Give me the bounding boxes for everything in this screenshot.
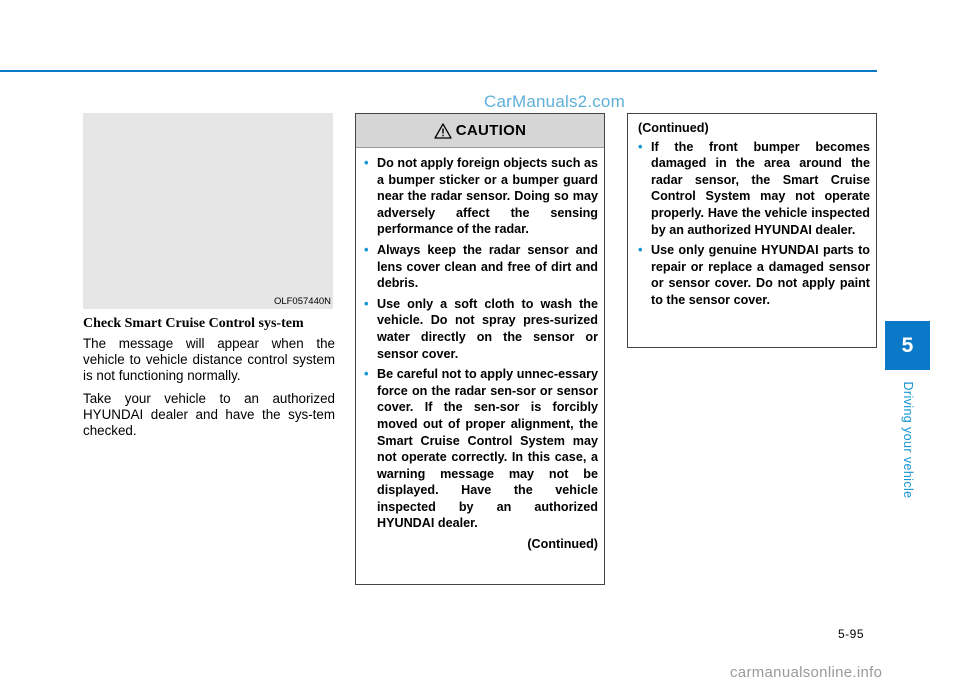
list-item — [364, 366, 598, 532]
paragraph: The message will appear when the vehicle to vehicle distance control system is not functioning normally. — [83, 336, 335, 384]
bullet-icon: • — [364, 295, 369, 311]
list-item-text: Use only a soft cloth to wash the vehicle. Do not spray pres-surized water directly on the sensor or sensor cover. — [377, 296, 598, 361]
left-column — [83, 316, 335, 445]
watermark-bottom: carmanualsonline.info — [730, 664, 883, 681]
continuation-title: (Continued) — [638, 121, 709, 135]
bullet-icon: • — [364, 366, 369, 382]
bullet-icon: • — [364, 241, 369, 257]
continuation-box — [627, 113, 877, 348]
figure-image — [83, 113, 333, 309]
warning-triangle-icon — [434, 123, 452, 139]
caution-header — [356, 114, 604, 148]
list-item — [364, 242, 598, 292]
paragraph: Take your vehicle to an authorized HYUNDAI dealer and have the sys-tem checked. — [83, 390, 335, 439]
continuation-list — [638, 139, 870, 309]
caution-list — [364, 155, 598, 532]
caution-box — [355, 113, 605, 585]
chapter-number-tab — [885, 321, 930, 370]
chapter-title: Driving your vehicle — [901, 381, 915, 499]
list-item — [638, 242, 870, 308]
list-item — [364, 155, 598, 238]
caution-label: CAUTION — [455, 122, 527, 139]
chapter-number: 5 — [901, 333, 914, 357]
page-number: 5-95 — [838, 627, 865, 641]
bullet-icon: • — [638, 138, 643, 154]
bullet-icon: • — [638, 242, 643, 258]
header-rule — [0, 70, 877, 72]
list-item-text: If the front bumper becomes damaged in the area around the radar sensor, the Smart Cruise Control System may not operate properly. Have the vehicle inspected by an authorized HYUNDAI dealer. — [651, 139, 870, 237]
watermark-top: CarManuals2.com — [484, 92, 625, 111]
bullet-icon: • — [364, 155, 369, 170]
list-item — [638, 139, 870, 239]
list-item — [364, 296, 598, 362]
list-item-text: Be careful not to apply unnec-essary force on the radar sen-sor or sensor cover. If the sen-sor is forcibly moved out of proper alignment, the Smart Cruise Control System may not operate correctly. In this case, a warning message may not be displayed. Have the vehicle inspected by an authorized HYUNDAI dealer. — [377, 367, 598, 531]
section-title: Check Smart Cruise Control sys-tem — [83, 316, 304, 331]
list-item-text: Use only genuine HYUNDAI parts to repair or replace a damaged sensor or sensor cover. Do not apply paint to the sensor cover. — [651, 243, 870, 307]
list-item-text: Do not apply foreign objects such as a bumper sticker or a bumper guard near the radar sensor. Doing so may adversely affect the sensing performance of the radar. — [377, 156, 598, 237]
figure-code: OLF057440N — [273, 296, 331, 307]
list-item-text: Always keep the radar sensor and lens cover clean and free of dirt and debris. — [377, 242, 598, 291]
caution-body — [356, 148, 604, 553]
chapter-title-side — [896, 380, 920, 500]
continued-label: (Continued) — [527, 537, 598, 552]
